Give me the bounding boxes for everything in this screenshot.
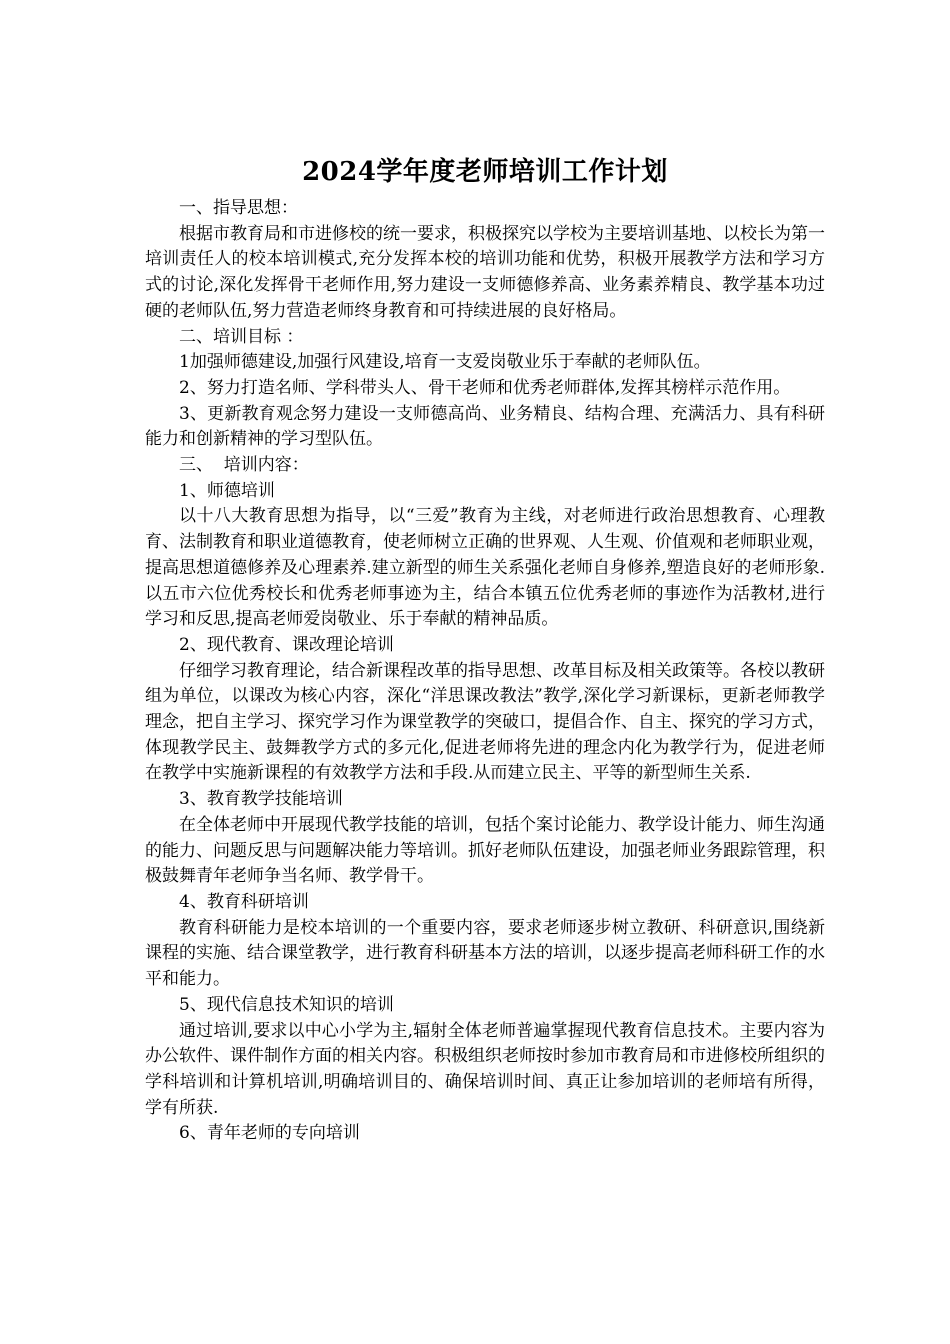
document-body <box>145 196 825 1147</box>
section-heading-training-content: 三、 培训内容： <box>179 455 309 476</box>
subheading-young-teacher-training: 6、青年老师的专向培训 <box>179 1123 360 1144</box>
subheading-it-training: 5、现代信息技术知识的培训 <box>179 994 394 1015</box>
goal-item-1: 1加强师德建设,加强行风建设,培育一支爱岗敬业乐于奉献的老师队伍。 <box>179 352 711 373</box>
paragraph-guiding-thought: 根据市教育局和市进修校的统一要求，积极探究以学校为主要培训基地、以校长为第一培训责任人的校本培训模式,充分发挥本校的培训功能和优势，积极开展教学方法和学习方式的讨论,深化发挥骨干老师作用,努力建设一支师德修养高、业务素养精良、教学基本功过硬的老师队伍,努力营造老师终身教育和可持续进展的良好格局。 <box>145 223 825 321</box>
paragraph-teaching-skills: 在全体老师中开展现代教学技能的培训，包括个案讨论能力、教学设计能力、师生沟通的能力、问题反思与问题解决能力等培训。抓好老师队伍建设，加强老师业务跟踪管理，积极鼓舞青年老师争当名师、教学骨干。 <box>145 814 825 887</box>
paragraph-curriculum-theory: 仔细学习教育理论，结合新课程改革的指导思想、改革目标及相关政策等。各校以教研组为单位，以课改为核心内容，深化“洋思课改教法”教学,深化学习新课标，更新老师教学理念，把自主学习、探究学习作为课堂教学的突破口，提倡合作、自主、探究的学习方式，体现教学民主、鼓舞教学方式的多元化,促进老师将先进的理念内化为教学行为，促进老师在教学中实施新课程的有效教学方法和手段.从而建立民主、平等的新型师生关系. <box>145 660 825 784</box>
paragraph-ethics-training: 以十八大教育思想为指导，以“三爱”教育为主线，对老师进行政治思想教育、心理教育、法制教育和职业道德教育，使老师树立正确的世界观、人生观、价值观和老师职业观，提高思想道德修养及心理素养.建立新型的师生关系强化老师自身修养,塑造良好的老师形象.以五市六位优秀校长和优秀老师事迹为主，结合本镇五位优秀老师的事迹作为活教材,进行学习和反思,提高老师爱岗敬业、乐于奉献的精神品质。 <box>145 506 825 630</box>
subheading-ethics-training: 1、师德培训 <box>179 480 275 501</box>
paragraph-it-training: 通过培训,要求以中心小学为主,辐射全体老师普遍掌握现代教育信息技术。主要内容为办公软件、课件制作方面的相关内容。积极组织老师按时参加市教育局和市进修校所组织的学科培训和计算机培训,明确培训目的、确保培训时间、真正让参加培训的老师培有所得，学有所获. <box>145 1020 825 1118</box>
subheading-curriculum-theory: 2、现代教育、课改理论培训 <box>179 634 394 655</box>
document-title: 2024学年度老师培训工作计划 <box>302 157 668 187</box>
paragraph-research-training: 教育科研能力是校本培训的一个重要内容，要求老师逐步树立教研、科研意识,围绕新课程的实施、结合课堂教学，进行教育科研基本方法的培训，以逐步提高老师科研工作的水平和能力。 <box>145 917 825 990</box>
goal-item-3: 3、更新教育观念努力建设一支师德高尚、业务精良、结构合理、充满活力、具有科研能力和创新精神的学习型队伍。 <box>145 403 825 450</box>
section-heading-guiding-thought: 一、指导思想： <box>179 198 298 218</box>
section-heading-training-goals: 二、培训目标 ： <box>179 326 304 347</box>
subheading-research-training: 4、教育科研培训 <box>179 891 309 912</box>
goal-item-2: 2、努力打造名师、学科带头人、骨干老师和优秀老师群体,发挥其榜样示范作用。 <box>179 377 791 398</box>
subheading-teaching-skills: 3、教育教学技能培训 <box>179 789 343 810</box>
